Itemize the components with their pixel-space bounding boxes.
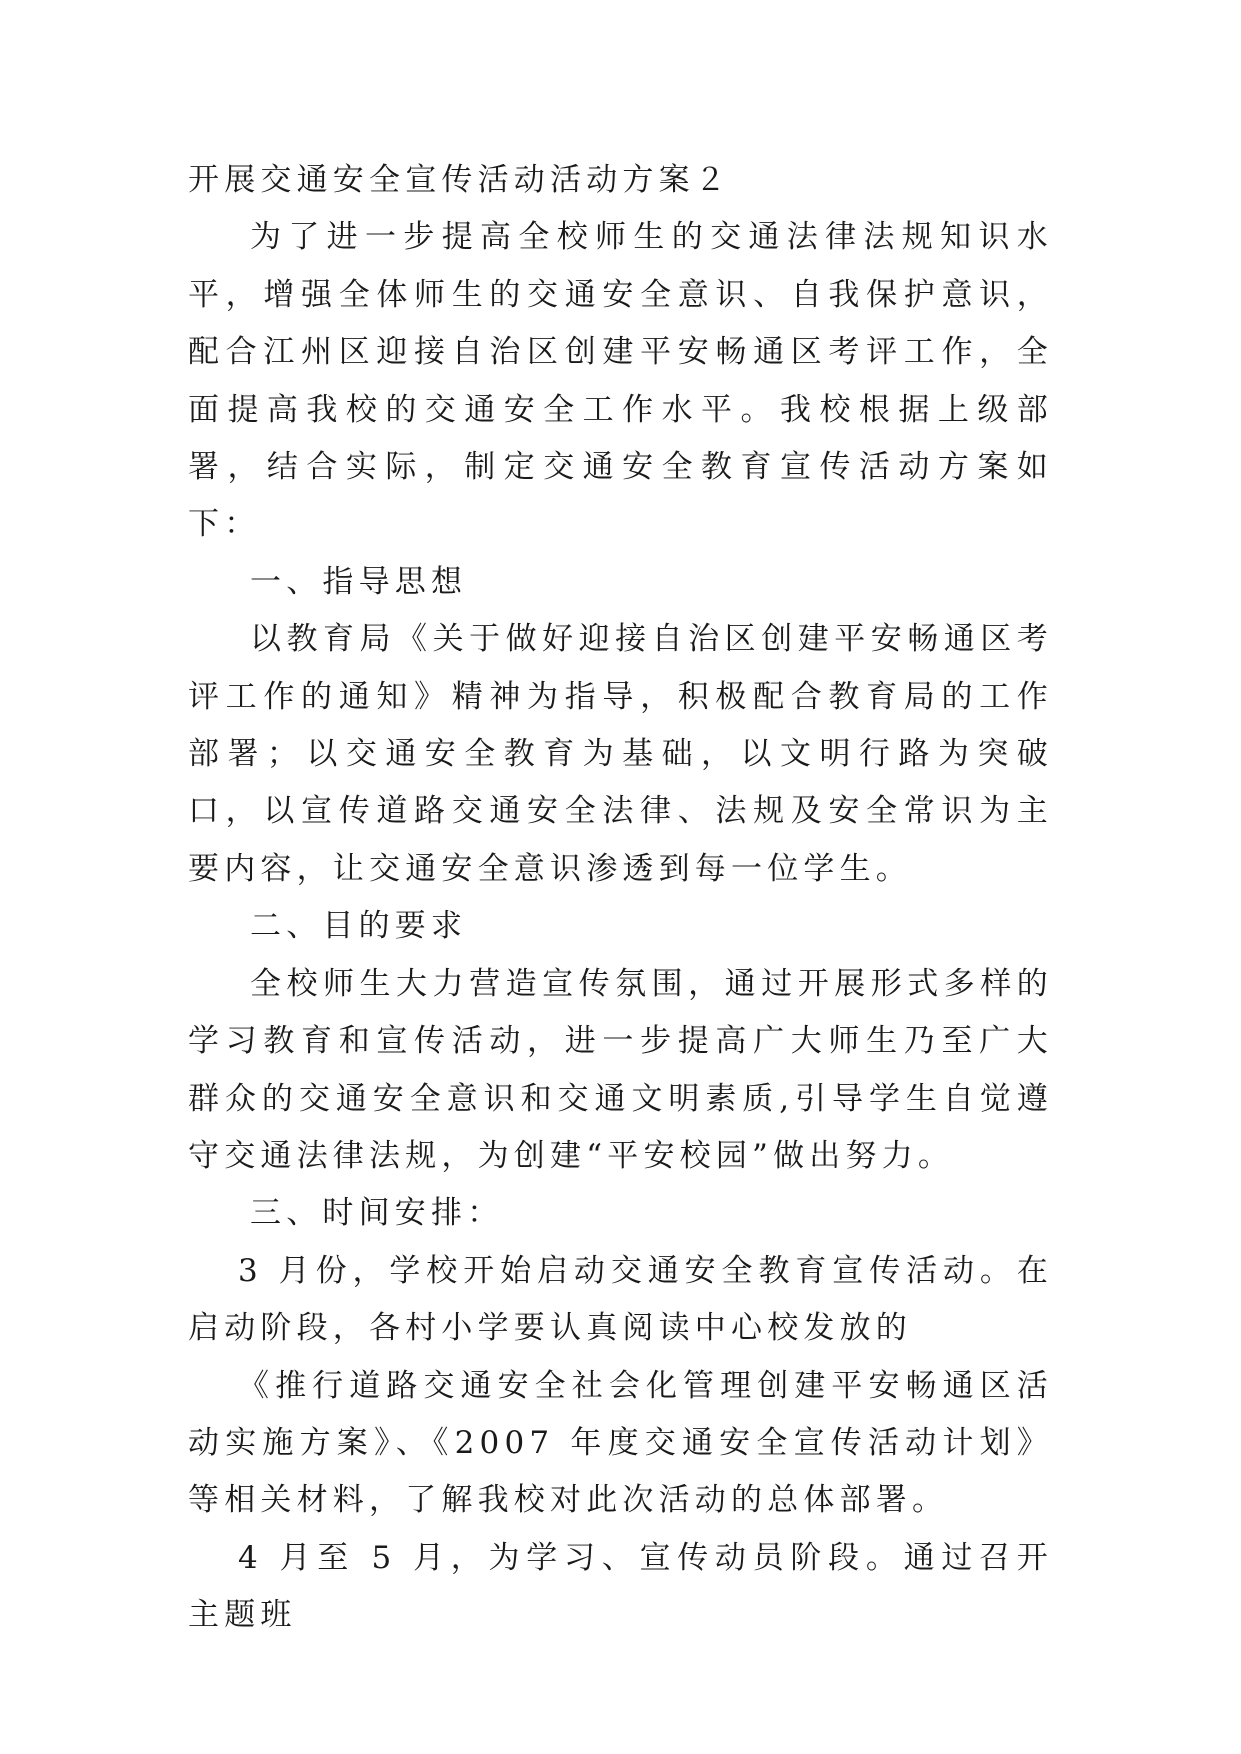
paragraph-april-may: 4 月至 5 月，为学习、宣传动员阶段。通过召开主题班: [188, 1539, 1053, 1634]
paragraph-guiding-thought: 以教育局《关于做好迎接自治区创建平安畅通区考评工作的通知》精神为指导，积极配合教育局的工作部署；以交通安全教育为基础，以文明行路为突破口，以宣传道路交通安全法律、法规及安全常识为主要内容，让交通安全意识渗透到每一位学生。: [188, 621, 1053, 887]
paragraph-intro: 为了进一步提高全校师生的交通法律法规知识水平，增强全体师生的交通安全意识、自我保护意识，配合江州区迎接自治区创建平安畅通区考评工作，全面提高我校的交通安全工作水平。我校根据上级部署，结合实际，制定交通安全教育宣传活动方案如下：: [188, 219, 1053, 543]
heading-guiding-thought: 一、指导思想: [250, 563, 468, 600]
paragraph-purpose: 全校师生大力营造宣传氛围，通过开展形式多样的学习教育和宣传活动，进一步提高广大师生乃至广大群众的交通安全意识和交通文明素质,引导学生自觉遵守交通法律法规，为创建“平安校园”做出努力。: [188, 965, 1053, 1174]
paragraph-materials: 《推行道路交通安全社会化管理创建平安畅通区活动实施方案》、《2007 年度交通安全宣传活动计划》等相关材料，了解我校对此次活动的总体部署。: [188, 1367, 1053, 1519]
document-body: [188, 152, 1053, 1645]
document-title: 开展交通安全宣传活动活动方案２: [188, 162, 731, 198]
paragraph-march: 3 月份，学校开始启动交通安全教育宣传活动。在启动阶段，各村小学要认真阅读中心校发放的: [188, 1252, 1053, 1347]
heading-purpose: 二、目的要求: [250, 908, 468, 945]
heading-schedule: 三、时间安排：: [250, 1195, 504, 1232]
